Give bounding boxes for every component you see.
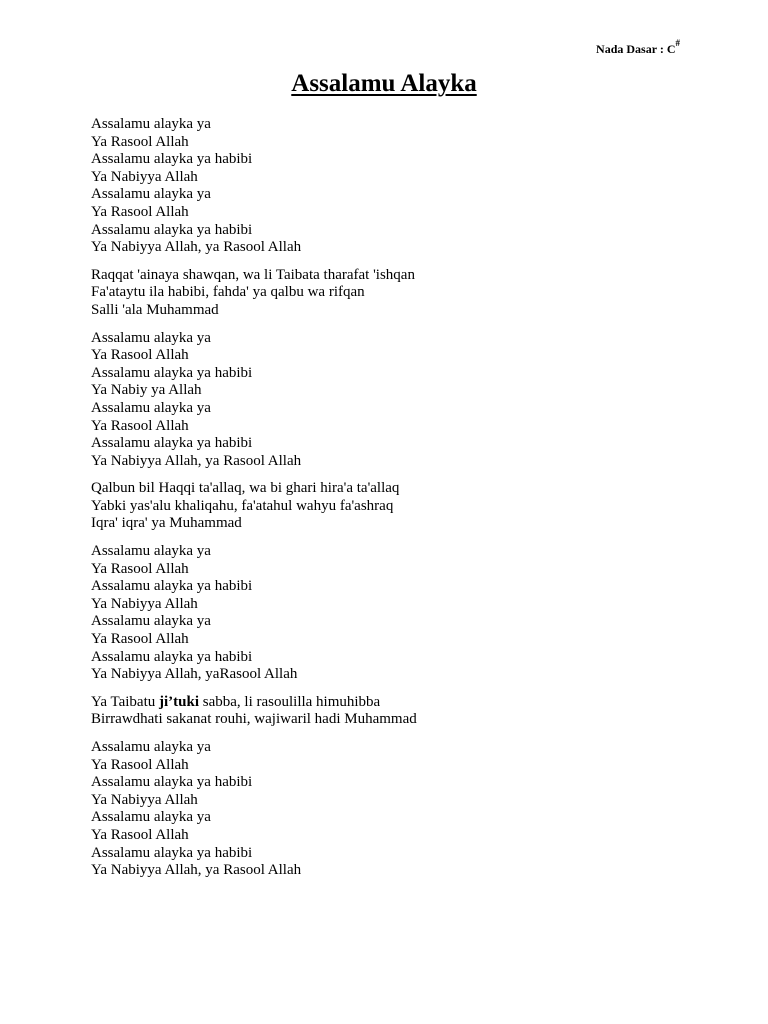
stanza-verse: [91, 267, 731, 320]
lyric-line: Fa'ataytu ila habibi, fahda' ya qalbu wa rifqan: [91, 284, 365, 301]
lyric-line: Ya Rasool Allah: [91, 826, 189, 843]
lyrics: [91, 116, 731, 890]
lyric-line: Assalamu alayka ya habibi: [91, 435, 253, 452]
lyric-line: Ya Rasool Allah: [91, 347, 189, 364]
lyric-text: Ya Taibatu: [91, 693, 159, 710]
lyric-line: Ya Rasool Allah: [91, 560, 189, 577]
key-signature-label: Nada Dasar : C: [596, 42, 676, 56]
lyric-line: Assalamu alayka ya: [91, 809, 211, 826]
lyric-line: [91, 694, 731, 712]
lyric-bold-word: ji’tuki: [158, 693, 199, 710]
lyric-line: Ya Rasool Allah: [91, 756, 189, 773]
lyric-line: Ya Rasool Allah: [91, 417, 189, 434]
stanza-chorus: [91, 330, 731, 471]
lyric-line: Assalamu alayka ya habibi: [91, 151, 253, 168]
stanza-chorus: [91, 739, 731, 880]
lyric-text: sabba, li rasoulilla himuhibba: [199, 693, 381, 710]
lyric-line: Assalamu alayka ya habibi: [91, 578, 253, 595]
lyric-line: Assalamu alayka ya habibi: [91, 844, 253, 861]
lyric-line: Assalamu alayka ya habibi: [91, 364, 253, 381]
lyric-line: Ya Nabiy ya Allah: [91, 382, 202, 399]
lyric-line: Assalamu alayka ya habibi: [91, 648, 253, 665]
stanza-chorus: [91, 543, 731, 684]
lyric-line: Assalamu alayka ya: [91, 186, 211, 203]
lyric-line: Assalamu alayka ya: [91, 543, 211, 560]
lyric-line: Assalamu alayka ya habibi: [91, 221, 253, 238]
lyric-line: Qalbun bil Haqqi ta'allaq, wa bi ghari hira'a ta'allaq: [91, 480, 400, 497]
lyric-line: Assalamu alayka ya: [91, 329, 211, 346]
lyric-line: Assalamu alayka ya: [91, 399, 211, 416]
key-signature-sharp: #: [675, 38, 680, 48]
lyric-line: Yabki yas'alu khaliqahu, fa'atahul wahyu fa'ashraq: [91, 497, 394, 514]
lyric-line: Salli 'ala Muhammad: [91, 301, 219, 318]
lyric-line: Ya Nabiyya Allah, ya Rasool Allah: [91, 452, 302, 469]
lyric-line: Birrawdhati sakanat rouhi, wajiwaril hadi Muhammad: [91, 711, 417, 728]
lyric-line: Assalamu alayka ya habibi: [91, 774, 253, 791]
song-title: Assalamu Alayka: [291, 70, 477, 97]
key-signature: [596, 40, 680, 57]
lyric-line: Assalamu alayka ya: [91, 116, 211, 132]
lyric-line: Ya Nabiyya Allah, ya Rasool Allah: [91, 239, 302, 256]
stanza-verse: [91, 694, 731, 729]
lyric-line: Ya Rasool Allah: [91, 631, 189, 648]
lyric-line: Ya Rasool Allah: [91, 133, 189, 150]
lyric-line: Iqra' iqra' ya Muhammad: [91, 515, 242, 532]
lyric-line: Ya Nabiyya Allah: [91, 791, 198, 808]
lyric-line: Ya Rasool Allah: [91, 203, 189, 220]
lyric-line: Ya Nabiyya Allah, yaRasool Allah: [91, 666, 298, 683]
lyric-line: Ya Nabiyya Allah, ya Rasool Allah: [91, 862, 302, 879]
lyric-line: Ya Nabiyya Allah: [91, 168, 198, 185]
stanza-chorus: [91, 116, 731, 257]
lyric-line: Assalamu alayka ya: [91, 739, 211, 755]
lyric-line: Ya Nabiyya Allah: [91, 595, 198, 612]
lyric-line: Raqqat 'ainaya shawqan, wa li Taibata tharafat 'ishqan: [91, 266, 415, 283]
lyric-line: Assalamu alayka ya: [91, 613, 211, 630]
stanza-verse: [91, 480, 731, 533]
